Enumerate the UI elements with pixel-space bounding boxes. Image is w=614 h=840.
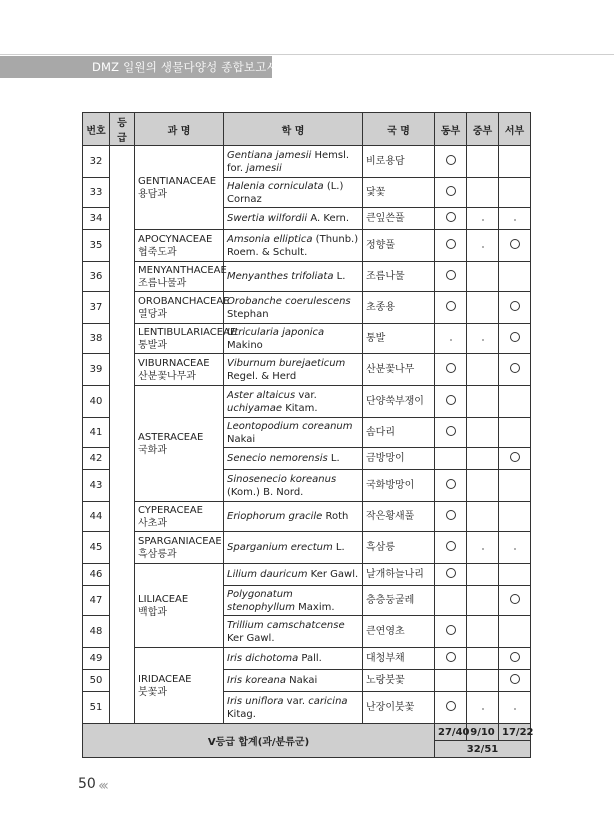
family-cell	[135, 564, 224, 648]
col-header: 등급	[110, 113, 135, 146]
scientific-name-author: Regel. & Herd	[227, 370, 297, 382]
presence-east	[435, 208, 467, 230]
table-row	[83, 564, 531, 586]
presence-west	[499, 616, 531, 648]
col-header: 학 명	[224, 113, 363, 146]
scientific-name-italic: uchiyamae	[227, 402, 283, 414]
family-name-en: OROBANCHACEAE	[138, 295, 230, 307]
scientific-name	[224, 670, 363, 692]
presence-circle-icon	[446, 479, 456, 489]
row-number: 39	[83, 354, 110, 386]
presence-west	[499, 354, 531, 386]
scientific-name-author: Roth	[322, 511, 349, 522]
presence-west	[499, 230, 531, 262]
presence-circle-icon	[446, 301, 456, 311]
summary-row	[83, 724, 531, 741]
scientific-name-author: var.	[295, 389, 317, 401]
presence-circle-icon	[510, 594, 520, 604]
table-row	[83, 354, 531, 386]
family-cell	[135, 292, 230, 324]
page-number: 50	[78, 776, 96, 792]
row-number: 33	[83, 178, 110, 208]
scientific-name-author: Nakai	[286, 675, 318, 686]
presence-central	[467, 386, 499, 418]
family-name-en: LILIACEAE	[138, 593, 189, 605]
presence-west	[499, 448, 531, 470]
presence-circle-icon	[510, 452, 520, 462]
scientific-name	[224, 230, 363, 262]
presence-east	[435, 586, 467, 616]
scientific-name-author: L.	[333, 271, 346, 282]
col-header: 중부	[467, 113, 499, 146]
presence-central	[467, 532, 499, 564]
presence-circle-icon	[446, 625, 456, 635]
korean-name: 산분꽃나무	[363, 354, 435, 386]
family-cell	[135, 386, 224, 502]
scientific-name-author: Stephan	[227, 308, 269, 320]
presence-circle-icon	[510, 239, 520, 249]
grade-cell	[110, 146, 135, 724]
family-name-en: LENTIBULARIACEAE	[138, 326, 237, 338]
summary-west: 17/22	[499, 724, 531, 741]
row-number: 41	[83, 418, 110, 448]
presence-circle-icon	[446, 652, 456, 662]
family-name-en: GENTIANACEAE	[138, 175, 217, 187]
family-name-en: SPARGANIACEAE	[138, 535, 222, 547]
scientific-name-author: Ker Gawl.	[227, 632, 275, 644]
presence-circle-icon	[446, 155, 456, 165]
scientific-name-author: Nakai	[227, 433, 256, 445]
presence-central	[467, 470, 499, 502]
korean-name: 조름나물	[363, 262, 435, 292]
row-number: 46	[83, 564, 110, 586]
header-rule	[0, 54, 614, 55]
korean-name: 작은황새풀	[363, 502, 435, 532]
family-name-ko: 백합과	[138, 606, 167, 618]
scientific-name	[224, 146, 363, 178]
family-cell	[135, 146, 224, 230]
scientific-name-italic: Leontopodium coreanum	[227, 420, 353, 432]
col-header: 국 명	[363, 113, 435, 146]
scientific-name	[224, 586, 363, 616]
family-name-en: IRIDACEAE	[138, 673, 192, 685]
korean-name: 닻꽃	[363, 178, 435, 208]
presence-central	[467, 564, 499, 586]
korean-name: 단양쑥부쟁이	[363, 386, 435, 418]
scientific-name-italic: Utricularia japonica	[227, 326, 325, 338]
presence-west	[499, 292, 531, 324]
presence-west	[499, 564, 531, 586]
presence-west	[499, 262, 531, 292]
scientific-name-author: var.	[283, 695, 309, 707]
presence-circle-icon	[510, 363, 520, 373]
presence-central	[467, 648, 499, 670]
presence-central	[467, 616, 499, 648]
korean-name: 층층둥굴레	[363, 586, 435, 616]
presence-circle-icon	[510, 652, 520, 662]
presence-circle-icon	[446, 395, 456, 405]
family-name-ko: 조름나물과	[138, 277, 187, 289]
scientific-name	[224, 564, 363, 586]
scientific-name-italic: Eriophorum gracile	[227, 511, 323, 522]
scientific-name	[224, 692, 363, 724]
scientific-name	[224, 262, 363, 292]
row-number: 51	[83, 692, 110, 724]
dot-icon	[514, 548, 516, 550]
table-row	[83, 292, 531, 324]
korean-name: 큰연영초	[363, 616, 435, 648]
presence-central	[467, 292, 499, 324]
scientific-name-italic: Amsonia elliptica	[227, 233, 313, 245]
presence-circle-icon	[446, 701, 456, 711]
family-name-ko: 흑삼릉과	[138, 548, 177, 560]
table-row	[83, 386, 531, 418]
korean-name: 솜다리	[363, 418, 435, 448]
row-number: 42	[83, 448, 110, 470]
scientific-name	[224, 448, 363, 470]
col-header: 과 명	[135, 113, 224, 146]
family-cell	[135, 502, 224, 532]
scientific-name	[224, 354, 363, 386]
row-number: 50	[83, 670, 110, 692]
presence-west	[499, 648, 531, 670]
row-number: 44	[83, 502, 110, 532]
summary-central: 9/10	[467, 724, 499, 741]
presence-east	[435, 386, 467, 418]
table-row	[83, 502, 531, 532]
scientific-name-italic: Swertia wilfordii	[227, 213, 308, 224]
presence-east	[435, 692, 467, 724]
presence-circle-icon	[446, 363, 456, 373]
presence-east	[435, 292, 467, 324]
family-cell	[135, 532, 224, 564]
presence-east	[435, 146, 467, 178]
presence-central	[467, 146, 499, 178]
scientific-name-italic: Aster altaicus	[227, 389, 296, 401]
table-row	[83, 262, 531, 292]
scientific-name	[224, 616, 363, 648]
row-number: 43	[83, 470, 110, 502]
presence-east	[435, 532, 467, 564]
scientific-name-italic: Menyanthes trifoliata	[227, 271, 334, 282]
family-name-en: MENYANTHACEAE	[138, 264, 227, 276]
presence-east	[435, 502, 467, 532]
korean-name: 흑삼릉	[363, 532, 435, 564]
presence-east	[435, 448, 467, 470]
family-cell	[135, 324, 237, 354]
family-name-ko: 붓꽃과	[138, 686, 167, 698]
presence-east	[435, 648, 467, 670]
presence-central	[467, 324, 499, 354]
presence-east	[435, 418, 467, 448]
scientific-name-italic: caricina	[308, 695, 348, 707]
row-number: 35	[83, 230, 110, 262]
family-name-ko: 열당과	[138, 308, 167, 320]
presence-central	[467, 230, 499, 262]
scientific-name-author: (L.) Cornaz	[227, 180, 344, 205]
presence-circle-icon	[446, 568, 456, 578]
presence-west	[499, 386, 531, 418]
scientific-name	[224, 178, 363, 208]
row-number: 32	[83, 146, 110, 178]
scientific-name-author: Maxim.	[294, 601, 335, 613]
presence-circle-icon	[446, 541, 456, 551]
table-row	[83, 532, 531, 564]
presence-west	[499, 146, 531, 178]
row-number: 40	[83, 386, 110, 418]
scientific-name	[224, 208, 363, 230]
row-number: 49	[83, 648, 110, 670]
presence-west	[499, 502, 531, 532]
family-name-ko: 국화과	[138, 444, 167, 456]
family-cell	[135, 354, 224, 386]
scientific-name-author: Kitag.	[227, 708, 256, 720]
scientific-name-italic: jamesii	[246, 162, 282, 174]
korean-name: 노랑붓꽃	[363, 670, 435, 692]
presence-east	[435, 616, 467, 648]
scientific-name	[224, 470, 363, 502]
dot-icon	[514, 708, 516, 710]
presence-east	[435, 262, 467, 292]
presence-west	[499, 324, 531, 354]
table-header-row	[83, 113, 531, 146]
scientific-name-author: Kitam.	[282, 402, 318, 414]
col-header: 서부	[499, 113, 531, 146]
row-number: 37	[83, 292, 110, 324]
presence-west	[499, 208, 531, 230]
col-header: 동부	[435, 113, 467, 146]
scientific-name-italic: Sparganium erectum	[227, 542, 333, 553]
species-table	[82, 112, 534, 758]
korean-name: 금방망이	[363, 448, 435, 470]
scientific-name-italic: Polygonatum stenophyllum	[227, 588, 295, 613]
scientific-name-italic: Halenia corniculata	[227, 180, 324, 192]
presence-east	[435, 324, 467, 354]
summary-label: V등급 합계(과/분류군)	[83, 724, 435, 758]
scientific-name-author: A. Kern.	[307, 213, 350, 224]
presence-circle-icon	[446, 270, 456, 280]
scientific-name-author: Ker Gawl.	[307, 569, 359, 580]
presence-east	[435, 564, 467, 586]
dot-icon	[482, 246, 484, 248]
scientific-name	[224, 292, 363, 324]
presence-central	[467, 670, 499, 692]
presence-central	[467, 502, 499, 532]
presence-central	[467, 692, 499, 724]
scientific-name-italic: Sinosenecio koreanus	[227, 473, 337, 485]
scientific-name	[224, 324, 363, 354]
row-number: 48	[83, 616, 110, 648]
scientific-name-italic: Iris koreana	[227, 675, 286, 686]
scientific-name-italic: Orobanche coerulescens	[227, 295, 351, 307]
row-number: 36	[83, 262, 110, 292]
korean-name: 비로용담	[363, 146, 435, 178]
family-name-ko: 사초과	[138, 517, 167, 529]
korean-name: 큰잎쓴풀	[363, 208, 435, 230]
presence-circle-icon	[446, 186, 456, 196]
presence-west	[499, 178, 531, 208]
scientific-name	[224, 418, 363, 448]
presence-east	[435, 178, 467, 208]
presence-circle-icon	[446, 510, 456, 520]
presence-west	[499, 532, 531, 564]
presence-west	[499, 418, 531, 448]
scientific-name	[224, 502, 363, 532]
row-number: 45	[83, 532, 110, 564]
korean-name: 초종용	[363, 292, 435, 324]
col-header: 번호	[83, 113, 110, 146]
presence-central	[467, 208, 499, 230]
row-number: 34	[83, 208, 110, 230]
family-cell	[135, 230, 224, 262]
presence-central	[467, 586, 499, 616]
dot-icon	[482, 548, 484, 550]
presence-central	[467, 262, 499, 292]
presence-central	[467, 448, 499, 470]
table-row	[83, 230, 531, 262]
scientific-name-italic: Gentiana jamesii	[227, 149, 312, 161]
family-name-ko: 용담과	[138, 188, 167, 200]
table-row	[83, 146, 531, 178]
row-number: 38	[83, 324, 110, 354]
table-row	[83, 648, 531, 670]
family-cell	[135, 262, 227, 292]
scientific-name-author: L.	[327, 453, 340, 464]
scientific-name	[224, 532, 363, 564]
scientific-name-author: Hemsl. for.	[227, 149, 350, 174]
korean-name: 난장이붓꽃	[363, 692, 435, 724]
dot-icon	[482, 219, 484, 221]
presence-west	[499, 692, 531, 724]
dot-icon	[482, 708, 484, 710]
korean-name: 날개하늘나리	[363, 564, 435, 586]
presence-west	[499, 470, 531, 502]
running-header: DMZ 일원의 생물다양성 종합보고서	[92, 60, 278, 74]
dot-icon	[450, 339, 452, 341]
family-name-ko: 산분꽃나무과	[138, 370, 196, 382]
presence-circle-icon	[446, 426, 456, 436]
presence-circle-icon	[446, 212, 456, 222]
korean-name: 정향풀	[363, 230, 435, 262]
family-name-en: ASTERACEAE	[138, 431, 204, 443]
presence-central	[467, 354, 499, 386]
korean-name: 국화방망이	[363, 470, 435, 502]
summary-total: 32/51	[435, 741, 531, 758]
presence-west	[499, 586, 531, 616]
scientific-name-italic: Senecio nemorensis	[227, 453, 328, 464]
korean-name: 대청부채	[363, 648, 435, 670]
scientific-name-italic: Iris dichotoma	[227, 653, 299, 664]
scientific-name-italic: Viburnum burejaeticum	[227, 357, 346, 369]
dot-icon	[514, 219, 516, 221]
row-number: 47	[83, 586, 110, 616]
family-name-en: CYPERACEAE	[138, 504, 203, 516]
scientific-name-author: (Thunb.) Roem. & Schult.	[227, 233, 359, 258]
presence-central	[467, 418, 499, 448]
dot-icon	[482, 339, 484, 341]
scientific-name-author: (Kom.) B. Nord.	[227, 486, 304, 498]
scientific-name-author: Makino	[227, 339, 263, 351]
scientific-name	[224, 386, 363, 418]
scientific-name-author: L.	[332, 542, 345, 553]
family-name-en: APOCYNACEAE	[138, 233, 213, 245]
presence-east	[435, 354, 467, 386]
presence-circle-icon	[510, 332, 520, 342]
presence-circle-icon	[510, 301, 520, 311]
presence-west	[499, 670, 531, 692]
korean-name: 통발	[363, 324, 435, 354]
scientific-name	[224, 648, 363, 670]
table-row	[83, 324, 531, 354]
scientific-name-italic: Lilium dauricum	[227, 569, 308, 580]
scientific-name-italic: Iris uniflora	[227, 695, 284, 707]
family-name-en: VIBURNACEAE	[138, 357, 210, 369]
presence-east	[435, 230, 467, 262]
presence-circle-icon	[510, 674, 520, 684]
family-name-ko: 협죽도과	[138, 246, 177, 258]
family-cell	[135, 648, 224, 724]
presence-east	[435, 670, 467, 692]
scientific-name-italic: Trillium camschatcense	[227, 619, 345, 631]
presence-circle-icon	[446, 239, 456, 249]
scientific-name-author: Pall.	[298, 653, 322, 664]
chevron-icon: ‹‹‹	[98, 778, 106, 794]
presence-central	[467, 178, 499, 208]
presence-east	[435, 470, 467, 502]
family-name-ko: 통발과	[138, 339, 167, 351]
summary-east: 27/40	[435, 724, 467, 741]
